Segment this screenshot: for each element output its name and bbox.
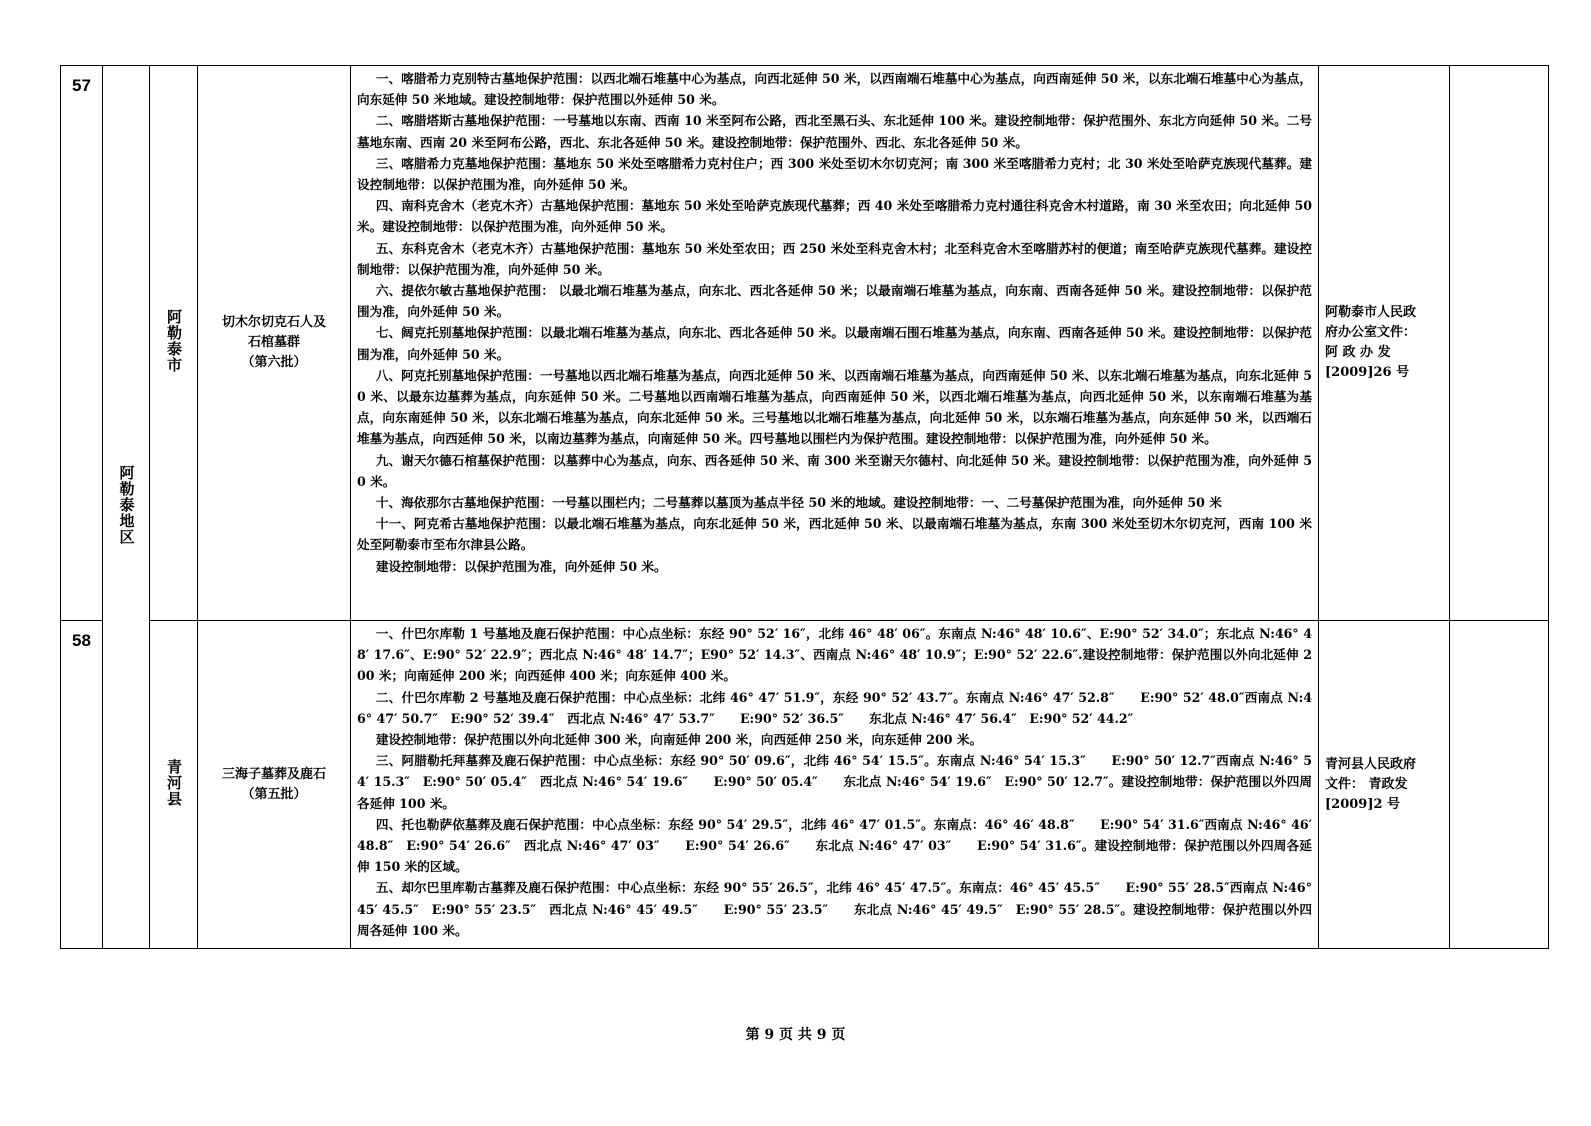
document-line: 阿勒泰市人民政 xyxy=(1325,305,1417,320)
document-line: 阿 政 办 发 xyxy=(1325,345,1391,360)
description-paragraph: 九、谢天尔德石棺墓保护范围：以墓葬中心为基点，向东、西各延伸 50 米、南 300 米至谢天尔德村、向北延伸 50 米。建设控制地带：以保护范围为准，向外延伸 50 米。 xyxy=(357,452,1312,489)
description-paragraph: 三、阿腊勒托拜墓葬及鹿石保护范围：中心点坐标：东经 90° 50′ 09.6″，北纬 46° 54′ 15.5″。东南点 N:46° 54′ 15.3″ E:90° 50′ 12.7″西南点 N:46° 54′ 15.3″ E:90° 50′ 05.4″ 西北点 N:46° 54′ 19.6″ E:90° 50′ 05.4″ 东北点 N:46° 54′ 19.6″ E:90° 50′ 12.7″。建设控制地带：保护范围以外四周各延伸 100 米。 xyxy=(357,753,1312,811)
description-paragraph: 一、喀腊希力克别特古墓地保护范围：以西北端石堆墓中心为基点，向西北延伸 50 米，以西南端石堆墓中心为基点，向西南延伸 50 米，以东北端石堆墓中心为基点，向东延伸 50 米地域。建设控制地带：保护范围以外延伸 50 米。 xyxy=(357,71,1312,108)
description-paragraph: 八、阿克托别墓地保护范围：一号墓地以西北端石堆墓为基点，向西北延伸 50 米、以西南端石堆墓为基点，向西南延伸 50 米、以东北端石堆墓为基点，向东北延伸 50 米、以最东边墓葬为基点，向东延伸 50 米。二号墓地以西南端石堆墓为基点，向西南延伸 50 米，以西北端石堆墓为基点，向西北延伸 50 米，以东南端石堆墓为基点，向东南延伸 50 米，以东北端石堆墓为基点，向东北延伸 50 米。三号墓地以北端石堆墓为基点，向北延伸 50 米，以东端石堆墓为基点，向东延伸 50 米，以西端石堆墓为基点，向西延伸 50 米，以南边墓葬为基点，向南延伸 50 米。四号墓地以围栏内为保护范围。建设控制地带：以保护范围为准，向外延伸 50 米。 xyxy=(357,367,1312,447)
site-name-cell xyxy=(198,66,351,621)
site-name-line: 石棺墓群 xyxy=(247,335,300,350)
description-paragraph: 二、什巴尔库勒 2 号墓地及鹿石保护范围：中心点坐标：北纬 46° 47′ 51.9″，东经 90° 52′ 43.7″。东南点 N:46° 47′ 52.8″ E:90° 52′ 48.0″西南点 N:46° 47′ 50.7″ E:90° 52′ 39.4″ 西北点 N:46° 47′ 53.7″ E:90° 52′ 36.5″ 东北点 N:46° 47′ 56.4″ E:90° 52′ 44.2″ xyxy=(357,689,1312,726)
row-number: 58 xyxy=(61,621,103,949)
document-line: 文件： 青政发 xyxy=(1325,776,1408,792)
remarks-cell xyxy=(1450,621,1549,949)
row-number: 57 xyxy=(61,66,103,621)
county-name: 青河县 xyxy=(165,758,183,807)
protection-description xyxy=(351,66,1319,621)
document-cell xyxy=(1319,66,1450,621)
site-name-cell xyxy=(198,621,351,949)
description-paragraph: 三、喀腊希力克墓地保护范围：墓地东 50 米处至喀腊希力克村住户；西 300 米处至切木尔切克河；南 300 米至喀腊希力克村；北 30 米处至哈萨克族现代墓葬。建设控制地带：以保护范围为准，向外延伸 50 米。 xyxy=(357,155,1312,193)
remarks-cell xyxy=(1450,66,1549,621)
document-line: 府办公室文件： xyxy=(1325,325,1417,340)
region-name: 阿勒泰地区 xyxy=(117,465,136,545)
document-line: 青河县人民政府 xyxy=(1325,756,1417,772)
site-name-line: （第五批） xyxy=(241,786,307,802)
description-paragraph: 十一、阿克希古墓地保护范围：以最北端石堆墓为基点，向东北延伸 50 米，西北延伸 50 米、以最南端石堆墓为基点，东南 300 米处至切木尔切克河，西南 100 米处至阿勒泰市至布尔津县公路。 xyxy=(357,516,1312,553)
description-paragraph: 五、东科克舍木（老克木齐）古墓地保护范围：墓地东 50 米处至农田；西 250 米处至科克舍木村；北至科克舍木至喀腊苏村的便道；南至哈萨克族现代墓葬。建设控制地带：以保护范围为准，向外延伸 50 米。 xyxy=(357,240,1312,277)
description-paragraph: 二、喀腊塔斯古墓地保护范围：一号墓地以东南、西南 10 米至阿布公路，西北至黑石头、东北延伸 100 米。建设控制地带：保护范围外、东北方向延伸 50 米。二号墓地东南、西南 20 米至阿布公路，西北、东北各延伸 50 米。建设控制地带：保护范围外、西北、东北各延伸 50 米。 xyxy=(357,113,1312,150)
description-paragraph: 七、阔克托别墓地保护范围：以最北端石堆墓为基点，向东北、西北各延伸 50 米。以最南端石围石堆墓为基点，向东南、西南各延伸 50 米。建设控制地带：以保护范围为准，向外延伸 50 米。 xyxy=(357,325,1312,362)
description-paragraph: 五、却尔巴里库勒古墓葬及鹿石保护范围：中心点坐标：东经 90° 55′ 26.5″，北纬 46° 45′ 47.5″。东南点：46° 45′ 45.5″ E:90° 55′ 28.5″西南点 N:46° 45′ 45.5″ E:90° 55′ 23.5″ 西北点 N:46° 45′ 49.5″ E:90° 55′ 23.5″ 东北点 N:46° 45′ 49.5″ E:90° 55′ 28.5″。建设控制地带：保护范围以外四周各延伸 100 米。 xyxy=(357,880,1312,938)
description-paragraph: 建设控制地带：保护范围以外向北延伸 300 米，向南延伸 200 米，向西延伸 250 米，向东延伸 200 米。 xyxy=(375,732,983,748)
description-paragraph: 六、提依尔敏古墓地保护范围： 以最北端石堆墓为基点，向东北、西北各延伸 50 米；以最南端石堆墓为基点，向东南、西南各延伸 50 米。建设控制地带：以保护范围为准，向外延伸 50 米。 xyxy=(357,283,1312,320)
county-cell xyxy=(150,66,198,621)
table-row xyxy=(61,66,1549,621)
region-cell xyxy=(103,66,150,949)
description-paragraph: 四、托也勒萨依墓葬及鹿石保护范围：中心点坐标：东经 90° 54′ 29.5″，北纬 46° 47′ 01.5″。东南点：46° 46′ 48.8″ E:90° 54′ 31.6″西南点 N:46° 46′ 48.8″ E:90° 54′ 26.6″ 西北点 N:46° 47′ 03″ E:90° 54′ 26.6″ 东北点 N:46° 47′ 03″ E:90° 54′ 31.6″。建设控制地带：保护范围以外四周各延伸 150 米的区域。 xyxy=(357,816,1312,875)
county-cell xyxy=(150,621,198,949)
description-paragraph: 建设控制地带：以保护范围为准，向外延伸 50 米。 xyxy=(375,558,667,574)
document-line: [2009]26 号 xyxy=(1325,365,1410,380)
table-row xyxy=(61,621,1549,949)
document-cell xyxy=(1319,621,1450,949)
protection-description xyxy=(351,621,1319,949)
site-name-line: （第六批） xyxy=(241,355,307,370)
description-paragraph: 十、海依那尔古墓地保护范围：一号墓以围栏内；二号墓葬以墓顶为基点半径 50 米的地域。建设控制地带：一、二号墓保护范围为准，向外延伸 50 米 xyxy=(375,495,1222,511)
document-line: [2009]2 号 xyxy=(1325,796,1401,812)
description-paragraph: 四、南科克舍木（老克木齐）古墓地保护范围：墓地东 50 米处至哈萨克族现代墓葬；西 40 米处至喀腊希力克村通往科克舍木村道路，南 30 米至农田；向北延伸 50 米。建设控制地带：以保护范围为准，向外延伸 50 米。 xyxy=(357,198,1312,235)
site-name-line: 三海子墓葬及鹿石 xyxy=(221,766,326,782)
site-name-line: 切木尔切克石人及 xyxy=(221,315,326,330)
page-footer: 第 9 页 共 9 页 xyxy=(745,1027,846,1043)
description-paragraph: 一、什巴尔库勒 1 号墓地及鹿石保护范围：中心点坐标：东经 90° 52′ 16″，北纬 46° 48′ 06″。东南点 N:46° 48′ 10.6″、E:90° 52′ 34.0″；东北点 N:46° 48′ 17.6″、E:90° 52′ 22.9″；西北点 N:46° 48′ 14.7″；E90° 52′ 14.3″、西南点 N:46° 48′ 10.9″；E:90° 52′ 22.6″.建设控制地带：保护范围以外向北延伸 200 米；向南延伸 200 米；向西延伸 400 米；向东延伸 400 米。 xyxy=(357,626,1312,684)
heritage-table xyxy=(60,65,1549,949)
county-name: 阿勒泰市 xyxy=(165,309,183,373)
